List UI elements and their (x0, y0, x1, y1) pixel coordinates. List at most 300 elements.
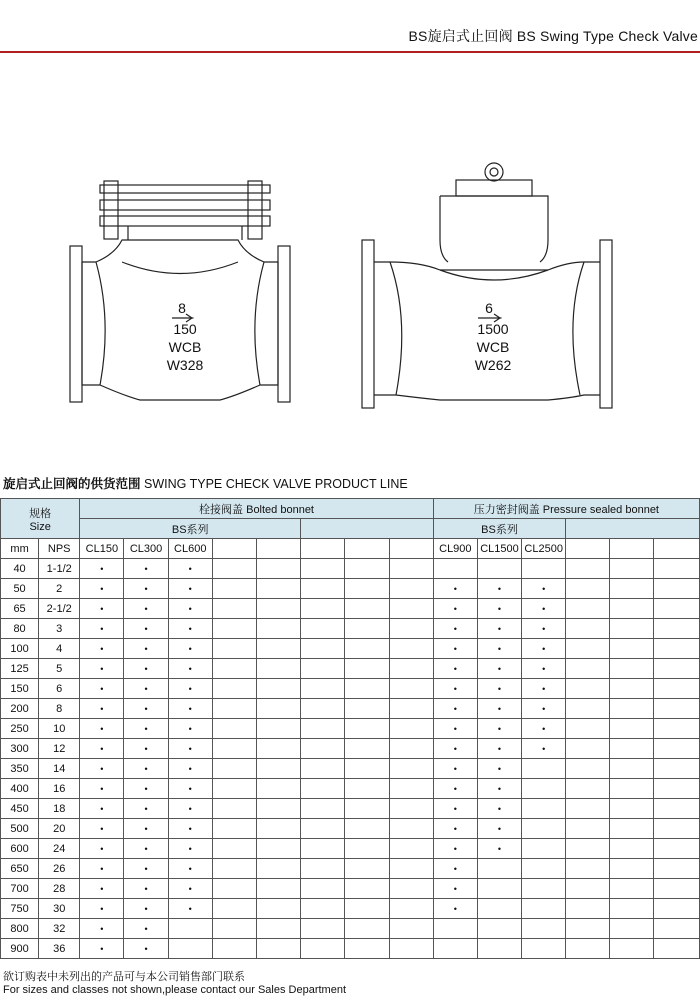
cell-empty (345, 799, 389, 819)
cell-empty (653, 919, 699, 939)
cell-cl1500-mark: • (477, 579, 521, 599)
cell-cl600-mark: • (168, 579, 212, 599)
table-row (1, 759, 700, 779)
cell-nps: 2-1/2 (39, 599, 80, 619)
col-empty-header (212, 539, 256, 559)
cell-cl150-mark: • (80, 779, 124, 799)
cell-empty (256, 699, 300, 719)
col-empty-header (653, 539, 699, 559)
cell-empty (256, 619, 300, 639)
cell-empty (256, 639, 300, 659)
cell-empty (256, 599, 300, 619)
table-row (1, 699, 700, 719)
cell-empty (389, 719, 433, 739)
right-valve-code: W262 (474, 357, 512, 373)
cell-empty (256, 899, 300, 919)
cell-empty (653, 599, 699, 619)
cell-empty (610, 839, 653, 859)
cell-mm: 500 (1, 819, 39, 839)
bolted-bonnet-header: 栓接阀盖 Bolted bonnet (80, 499, 433, 519)
table-row (1, 859, 700, 879)
cell-cl900-mark: • (433, 779, 477, 799)
cell-empty (610, 739, 653, 759)
cell-empty (566, 619, 610, 639)
cell-cl300-mark: • (124, 559, 168, 579)
size-header-cn: 规格 (29, 507, 52, 520)
cell-empty (566, 919, 610, 939)
footer-note-cn: 欲订购表中未列出的产品可与本公司销售部门联系 (3, 970, 245, 983)
cell-empty (345, 679, 389, 699)
cell-cl900-mark: • (433, 839, 477, 859)
cell-cl150-mark: • (80, 579, 124, 599)
cell-empty (610, 619, 653, 639)
cell-cl600-mark: • (168, 619, 212, 639)
cell-empty (653, 839, 699, 859)
cell-empty (256, 559, 300, 579)
cell-empty (256, 919, 300, 939)
cell-empty (212, 919, 256, 939)
cell-nps: 12 (39, 739, 80, 759)
cell-empty (389, 879, 433, 899)
cell-empty (301, 659, 345, 679)
cell-cl600-mark: • (168, 719, 212, 739)
cell-empty (566, 719, 610, 739)
cell-cl900-mark: • (433, 619, 477, 639)
cell-empty (256, 879, 300, 899)
table-row (1, 779, 700, 799)
cell-cl600-mark: • (168, 699, 212, 719)
cell-cl300-mark: • (124, 839, 168, 859)
cell-empty (610, 939, 653, 959)
cell-empty (610, 859, 653, 879)
cell-empty (566, 779, 610, 799)
cell-cl300-mark: • (124, 919, 168, 939)
cell-cl150-mark: • (80, 559, 124, 579)
cell-empty (610, 879, 653, 899)
cell-cl2500-mark (522, 799, 566, 819)
cell-cl1500-mark: • (477, 639, 521, 659)
cell-empty (212, 939, 256, 959)
cell-cl1500-mark (477, 899, 521, 919)
table-row (1, 559, 700, 579)
cell-empty (301, 839, 345, 859)
col-empty-header (345, 539, 389, 559)
cell-empty (345, 619, 389, 639)
cell-cl1500-mark (477, 879, 521, 899)
cell-cl900-mark: • (433, 879, 477, 899)
cell-mm: 300 (1, 739, 39, 759)
cell-cl300-mark: • (124, 639, 168, 659)
right-valve-class: 1500 (477, 321, 509, 337)
cell-empty (256, 579, 300, 599)
cell-empty (566, 899, 610, 919)
cell-mm: 125 (1, 659, 39, 679)
cell-cl300-mark: • (124, 879, 168, 899)
cell-empty (301, 639, 345, 659)
cell-empty (389, 679, 433, 699)
cell-mm: 65 (1, 599, 39, 619)
right-valve-material: WCB (476, 339, 510, 355)
cell-cl1500-mark: • (477, 599, 521, 619)
cell-cl1500-mark: • (477, 799, 521, 819)
cell-cl1500-mark: • (477, 699, 521, 719)
cell-empty (653, 659, 699, 679)
cell-mm: 250 (1, 719, 39, 739)
cell-nps: 36 (39, 939, 80, 959)
cell-cl2500-mark (522, 939, 566, 959)
cell-empty (301, 779, 345, 799)
cell-empty (610, 899, 653, 919)
cell-empty (212, 619, 256, 639)
cell-empty (301, 939, 345, 959)
cell-cl600-mark: • (168, 799, 212, 819)
cell-empty (566, 859, 610, 879)
section-title-cn: 旋启式止回阀的供货范围 (3, 476, 141, 491)
table-row (1, 899, 700, 919)
cell-empty (653, 899, 699, 919)
cell-empty (212, 639, 256, 659)
cell-empty (345, 839, 389, 859)
col-cl900-header: CL900 (433, 539, 477, 559)
section-title (3, 474, 408, 492)
cell-empty (653, 759, 699, 779)
size-header-en: Size (29, 520, 51, 533)
cell-nps: 20 (39, 819, 80, 839)
cell-empty (301, 579, 345, 599)
cell-empty (653, 679, 699, 699)
cell-empty (212, 579, 256, 599)
cell-cl1500-mark: • (477, 679, 521, 699)
col-cl2500-header: CL2500 (522, 539, 566, 559)
series-left-header: BS系列 (80, 519, 301, 539)
cell-cl600-mark: • (168, 679, 212, 699)
footer-note-en: For sizes and classes not shown,please contact our Sales Department (3, 984, 347, 996)
cell-mm: 50 (1, 579, 39, 599)
cell-cl1500-mark (477, 859, 521, 879)
cell-cl300-mark: • (124, 819, 168, 839)
cell-empty (212, 599, 256, 619)
cell-mm: 800 (1, 919, 39, 939)
pressure-sealed-header: 压力密封阀盖 Pressure sealed bonnet (433, 499, 699, 519)
col-empty-header (566, 539, 610, 559)
cell-cl1500-mark: • (477, 719, 521, 739)
cell-nps: 8 (39, 699, 80, 719)
cell-empty (301, 599, 345, 619)
cell-cl150-mark: • (80, 719, 124, 739)
col-mm-header: mm (1, 539, 39, 559)
cell-empty (389, 839, 433, 859)
cell-nps: 24 (39, 839, 80, 859)
cell-nps: 4 (39, 639, 80, 659)
cell-mm: 600 (1, 839, 39, 859)
cell-empty (653, 799, 699, 819)
cell-cl300-mark: • (124, 579, 168, 599)
left-valve-code: W328 (166, 357, 204, 373)
cell-empty (212, 819, 256, 839)
cell-cl150-mark: • (80, 639, 124, 659)
cell-nps: 30 (39, 899, 80, 919)
col-empty-header (301, 539, 345, 559)
cell-empty (566, 799, 610, 819)
cell-cl900-mark: • (433, 859, 477, 879)
cell-empty (256, 859, 300, 879)
cell-empty (212, 679, 256, 699)
table-row (1, 659, 700, 679)
cell-empty (256, 759, 300, 779)
table-row (1, 639, 700, 659)
cell-empty (301, 899, 345, 919)
cell-nps: 26 (39, 859, 80, 879)
cell-cl600-mark: • (168, 659, 212, 679)
col-cl1500-header: CL1500 (477, 539, 521, 559)
cell-nps: 14 (39, 759, 80, 779)
cell-empty (345, 939, 389, 959)
cell-cl900-mark: • (433, 739, 477, 759)
right-valve-size: 6 (485, 300, 493, 316)
cell-mm: 100 (1, 639, 39, 659)
cell-cl2500-mark: • (522, 679, 566, 699)
cell-cl2500-mark (522, 559, 566, 579)
cell-empty (256, 779, 300, 799)
cell-empty (653, 819, 699, 839)
cell-cl600-mark: • (168, 899, 212, 919)
cell-empty (653, 779, 699, 799)
col-empty-header (256, 539, 300, 559)
cell-empty (610, 559, 653, 579)
cell-empty (212, 719, 256, 739)
cell-nps: 10 (39, 719, 80, 739)
cell-nps: 5 (39, 659, 80, 679)
cell-cl1500-mark: • (477, 759, 521, 779)
cell-empty (212, 659, 256, 679)
cell-cl600-mark: • (168, 779, 212, 799)
cell-empty (301, 799, 345, 819)
left-valve-class: 150 (173, 321, 197, 337)
cell-mm: 80 (1, 619, 39, 639)
cell-empty (566, 679, 610, 699)
col-empty-header (610, 539, 653, 559)
cell-empty (301, 819, 345, 839)
cell-cl300-mark: • (124, 759, 168, 779)
cell-empty (345, 859, 389, 879)
cell-empty (389, 739, 433, 759)
cell-empty (389, 799, 433, 819)
cell-cl600-mark: • (168, 559, 212, 579)
cell-cl900-mark: • (433, 639, 477, 659)
cell-empty (345, 639, 389, 659)
page-title: BS旋启式止回阀 BS Swing Type Check Valve (408, 28, 698, 44)
cell-cl150-mark: • (80, 699, 124, 719)
cell-empty (345, 699, 389, 719)
table-row (1, 739, 700, 759)
table-body (1, 559, 700, 959)
cell-cl2500-mark (522, 879, 566, 899)
cell-empty (301, 679, 345, 699)
cell-empty (212, 799, 256, 819)
table-row (1, 719, 700, 739)
cell-mm: 400 (1, 779, 39, 799)
cell-empty (301, 559, 345, 579)
cell-mm: 650 (1, 859, 39, 879)
cell-cl900-mark: • (433, 759, 477, 779)
cell-cl2500-mark: • (522, 719, 566, 739)
cell-cl2500-mark: • (522, 699, 566, 719)
cell-cl2500-mark (522, 919, 566, 939)
cell-cl2500-mark (522, 899, 566, 919)
cell-nps: 32 (39, 919, 80, 939)
cell-empty (566, 939, 610, 959)
cell-empty (256, 679, 300, 699)
cell-empty (610, 699, 653, 719)
cell-empty (610, 799, 653, 819)
col-cl300-header: CL300 (124, 539, 168, 559)
cell-nps: 3 (39, 619, 80, 639)
cell-empty (566, 579, 610, 599)
table-row (1, 799, 700, 819)
cell-empty (212, 559, 256, 579)
cell-empty (345, 599, 389, 619)
cell-cl300-mark: • (124, 699, 168, 719)
product-line-table (0, 498, 700, 959)
cell-empty (653, 739, 699, 759)
cell-cl600-mark (168, 919, 212, 939)
cell-cl300-mark: • (124, 899, 168, 919)
product-line-table-wrap (0, 498, 700, 959)
cell-mm: 900 (1, 939, 39, 959)
cell-cl300-mark: • (124, 619, 168, 639)
cell-cl150-mark: • (80, 739, 124, 759)
cell-cl150-mark: • (80, 659, 124, 679)
col-cl600-header: CL600 (168, 539, 212, 559)
table-row (1, 679, 700, 699)
cell-empty (389, 599, 433, 619)
cell-mm: 450 (1, 799, 39, 819)
cell-cl2500-mark (522, 779, 566, 799)
cell-empty (566, 879, 610, 899)
cell-empty (610, 819, 653, 839)
cell-empty (653, 879, 699, 899)
cell-cl150-mark: • (80, 879, 124, 899)
table-row (1, 619, 700, 639)
cell-empty (566, 639, 610, 659)
cell-empty (301, 859, 345, 879)
cell-empty (566, 739, 610, 759)
section-title-en: SWING TYPE CHECK VALVE PRODUCT LINE (140, 477, 408, 491)
cell-empty (345, 559, 389, 579)
cell-empty (653, 699, 699, 719)
cell-empty (345, 779, 389, 799)
left-valve-size: 8 (178, 300, 186, 316)
cell-empty (256, 819, 300, 839)
cell-empty (389, 619, 433, 639)
cell-empty (212, 779, 256, 799)
cell-empty (566, 819, 610, 839)
cell-empty (389, 819, 433, 839)
cell-cl2500-mark: • (522, 619, 566, 639)
cell-cl900-mark: • (433, 899, 477, 919)
cell-empty (345, 879, 389, 899)
cell-empty (653, 719, 699, 739)
cell-empty (389, 779, 433, 799)
cell-empty (389, 559, 433, 579)
cell-cl2500-mark: • (522, 659, 566, 679)
class-header-row (1, 539, 700, 559)
cell-empty (610, 679, 653, 699)
cell-cl600-mark: • (168, 759, 212, 779)
cell-mm: 200 (1, 699, 39, 719)
cell-cl300-mark: • (124, 739, 168, 759)
cell-cl150-mark: • (80, 919, 124, 939)
cell-empty (212, 839, 256, 859)
size-header (1, 499, 80, 539)
cell-nps: 6 (39, 679, 80, 699)
cell-cl900-mark: • (433, 679, 477, 699)
cell-empty (256, 659, 300, 679)
cell-empty (301, 739, 345, 759)
cell-cl150-mark: • (80, 759, 124, 779)
cell-cl150-mark: • (80, 819, 124, 839)
cell-empty (301, 619, 345, 639)
cell-cl1500-mark (477, 939, 521, 959)
cell-cl1500-mark: • (477, 779, 521, 799)
cell-cl150-mark: • (80, 679, 124, 699)
cell-empty (389, 699, 433, 719)
cell-empty (610, 659, 653, 679)
col-nps-header: NPS (39, 539, 80, 559)
cell-empty (301, 919, 345, 939)
cell-empty (345, 739, 389, 759)
table-row (1, 879, 700, 899)
cell-empty (610, 639, 653, 659)
cell-cl900-mark: • (433, 719, 477, 739)
cell-empty (212, 859, 256, 879)
cell-cl2500-mark: • (522, 579, 566, 599)
cell-cl300-mark: • (124, 599, 168, 619)
cell-cl600-mark: • (168, 639, 212, 659)
cell-empty (301, 719, 345, 739)
cell-mm: 750 (1, 899, 39, 919)
cell-empty (566, 839, 610, 859)
cell-empty (389, 659, 433, 679)
cell-cl900-mark: • (433, 699, 477, 719)
cell-cl1500-mark: • (477, 819, 521, 839)
cell-empty (389, 919, 433, 939)
cell-empty (566, 599, 610, 619)
cell-empty (566, 699, 610, 719)
cell-cl2500-mark (522, 839, 566, 859)
cell-empty (256, 839, 300, 859)
cell-cl900-mark: • (433, 819, 477, 839)
cell-cl600-mark: • (168, 859, 212, 879)
cell-empty (389, 939, 433, 959)
cell-mm: 150 (1, 679, 39, 699)
cell-cl600-mark: • (168, 739, 212, 759)
table-row (1, 919, 700, 939)
cell-empty (610, 579, 653, 599)
cell-empty (653, 939, 699, 959)
cell-cl900-mark: • (433, 799, 477, 819)
cell-empty (389, 639, 433, 659)
cell-empty (256, 739, 300, 759)
cell-empty (610, 779, 653, 799)
cell-cl1500-mark: • (477, 619, 521, 639)
cell-empty (301, 879, 345, 899)
cell-cl900-mark (433, 939, 477, 959)
cell-cl1500-mark: • (477, 739, 521, 759)
cell-cl900-mark: • (433, 579, 477, 599)
cell-cl600-mark (168, 939, 212, 959)
cell-cl2500-mark (522, 819, 566, 839)
